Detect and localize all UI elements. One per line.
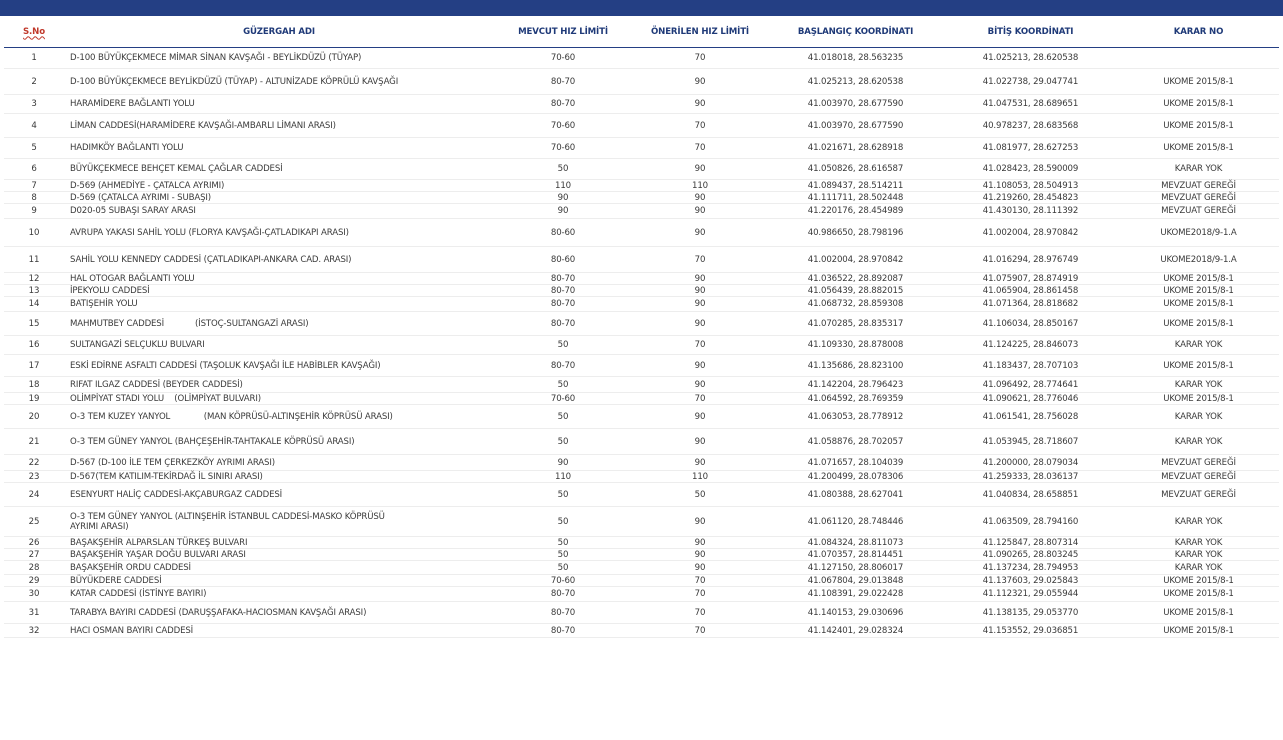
end-coordinate-cell: 41.016294, 28.976749 xyxy=(943,247,1118,273)
decision-no-cell: MEVZUAT GEREĞİ xyxy=(1118,471,1279,483)
decision-no-cell: UKOME 2015/8-1 xyxy=(1118,602,1279,624)
end-coordinate-cell: 41.112321, 29.055944 xyxy=(943,587,1118,602)
end-coordinate-cell: 41.025213, 28.620538 xyxy=(943,48,1118,69)
route-name-cell xyxy=(64,247,494,273)
decision-no-cell: UKOME 2015/8-1 xyxy=(1118,114,1279,138)
route-name-cell xyxy=(64,297,494,312)
route-name-cell xyxy=(64,377,494,393)
table-row xyxy=(4,429,1279,455)
end-coordinate-cell: 41.259333, 28.036137 xyxy=(943,471,1118,483)
start-coordinate-cell: 41.089437, 28.514211 xyxy=(768,180,943,192)
route-name-text: MAHMUTBEY CADDESİ (İSTOÇ-SULTANGAZİ ARASI) xyxy=(70,318,309,329)
route-name-text: D-100 BÜYÜKÇEKMECE BEYLİKDÜZÜ (TÜYAP) - ALTUNİZADE KÖPRÜLÜ KAVŞAĞI xyxy=(70,76,399,87)
route-name-cell xyxy=(64,273,494,285)
route-name-cell xyxy=(64,204,494,219)
speed-limit-table xyxy=(4,16,1279,638)
route-name-text: TARABYA BAYIRI CADDESİ (DARUŞŞAFAKA-HACIOSMAN KAVŞAĞI ARASI) xyxy=(70,607,367,618)
start-coordinate-cell: 41.220176, 28.454989 xyxy=(768,204,943,219)
table-row xyxy=(4,48,1279,69)
decision-no-cell: MEVZUAT GEREĞİ xyxy=(1118,483,1279,507)
proposed-limit-cell: 90 xyxy=(632,537,768,549)
start-coordinate-cell: 41.021671, 28.628918 xyxy=(768,138,943,159)
current-limit-cell: 80-70 xyxy=(494,273,632,285)
end-coordinate-cell: 41.090265, 28.803245 xyxy=(943,549,1118,561)
start-coordinate-cell: 41.084324, 28.811073 xyxy=(768,537,943,549)
proposed-limit-cell: 90 xyxy=(632,297,768,312)
table-row xyxy=(4,471,1279,483)
row-number-cell: 30 xyxy=(4,587,64,602)
table-row xyxy=(4,114,1279,138)
end-coordinate-cell: 41.125847, 28.807314 xyxy=(943,537,1118,549)
decision-no-cell: KARAR YOK xyxy=(1118,377,1279,393)
row-number-cell: 31 xyxy=(4,602,64,624)
end-coordinate-cell: 41.108053, 28.504913 xyxy=(943,180,1118,192)
current-limit-cell: 50 xyxy=(494,483,632,507)
proposed-limit-cell: 90 xyxy=(632,285,768,297)
route-name-text: OLİMPİYAT STADI YOLU (OLİMPİYAT BULVARI) xyxy=(70,393,261,404)
current-limit-cell: 50 xyxy=(494,405,632,429)
table-row xyxy=(4,561,1279,575)
table-row xyxy=(4,159,1279,180)
proposed-limit-cell: 70 xyxy=(632,247,768,273)
row-number-cell: 29 xyxy=(4,575,64,587)
decision-no-cell: KARAR YOK xyxy=(1118,429,1279,455)
current-limit-cell: 70-60 xyxy=(494,575,632,587)
route-name-cell xyxy=(64,95,494,114)
route-name-text: ESENYURT HALİÇ CADDESİ-AKÇABURGAZ CADDESİ xyxy=(70,489,283,500)
end-coordinate-cell: 41.028423, 28.590009 xyxy=(943,159,1118,180)
decision-no-cell: UKOME 2015/8-1 xyxy=(1118,285,1279,297)
start-coordinate-cell: 40.986650, 28.798196 xyxy=(768,219,943,247)
end-coordinate-cell: 41.124225, 28.846073 xyxy=(943,336,1118,355)
row-number-cell: 16 xyxy=(4,336,64,355)
decision-no-cell: UKOME2018/9-1.A xyxy=(1118,247,1279,273)
end-coordinate-cell: 41.061541, 28.756028 xyxy=(943,405,1118,429)
start-coordinate-cell: 41.080388, 28.627041 xyxy=(768,483,943,507)
end-coordinate-cell: 41.022738, 29.047741 xyxy=(943,69,1118,95)
current-limit-cell: 50 xyxy=(494,549,632,561)
end-coordinate-cell: 41.002004, 28.970842 xyxy=(943,219,1118,247)
start-coordinate-cell: 41.068732, 28.859308 xyxy=(768,297,943,312)
route-name-text: HARAMİDERE BAĞLANTI YOLU xyxy=(70,99,195,109)
decision-no-cell: UKOME 2015/8-1 xyxy=(1118,297,1279,312)
start-coordinate-cell: 41.018018, 28.563235 xyxy=(768,48,943,69)
proposed-limit-cell: 110 xyxy=(632,180,768,192)
decision-no-cell: KARAR YOK xyxy=(1118,336,1279,355)
route-name-text: AVRUPA YAKASI SAHİL YOLU (FLORYA KAVŞAĞI-ÇATLADIKAPI ARASI) xyxy=(70,227,349,238)
proposed-limit-cell: 70 xyxy=(632,602,768,624)
table-row xyxy=(4,95,1279,114)
route-name-cell xyxy=(64,549,494,561)
row-number-cell: 8 xyxy=(4,192,64,204)
route-name-cell xyxy=(64,575,494,587)
decision-no-cell: UKOME 2015/8-1 xyxy=(1118,575,1279,587)
current-limit-cell: 90 xyxy=(494,192,632,204)
route-name-text: O-3 TEM KUZEY YANYOL (MAN KÖPRÜSÜ-ALTINŞEHİR KÖPRÜSÜ ARASI) xyxy=(70,411,393,422)
current-limit-cell: 50 xyxy=(494,159,632,180)
current-limit-cell: 90 xyxy=(494,204,632,219)
row-number-cell: 17 xyxy=(4,355,64,377)
row-number-cell: 13 xyxy=(4,285,64,297)
route-name-text: BÜYÜKÇEKMECE BEHÇET KEMAL ÇAĞLAR CADDESİ xyxy=(70,164,283,174)
route-name-cell xyxy=(64,471,494,483)
start-coordinate-cell: 41.200499, 28.078306 xyxy=(768,471,943,483)
proposed-limit-cell: 90 xyxy=(632,561,768,575)
current-limit-cell: 50 xyxy=(494,561,632,575)
end-coordinate-cell: 41.040834, 28.658851 xyxy=(943,483,1118,507)
route-name-cell xyxy=(64,455,494,471)
current-limit-cell: 70-60 xyxy=(494,393,632,405)
proposed-limit-cell: 110 xyxy=(632,471,768,483)
row-number-cell: 11 xyxy=(4,247,64,273)
current-limit-cell: 80-70 xyxy=(494,297,632,312)
current-limit-cell: 80-70 xyxy=(494,95,632,114)
route-name-text: BATIŞEHİR YOLU xyxy=(70,299,138,309)
decision-no-cell: UKOME 2015/8-1 xyxy=(1118,587,1279,602)
row-number-cell: 5 xyxy=(4,138,64,159)
decision-no-cell: UKOME 2015/8-1 xyxy=(1118,69,1279,95)
table-row xyxy=(4,69,1279,95)
route-name-text: D-569 (AHMEDİYE - ÇATALCA AYRIMI) xyxy=(70,180,225,191)
decision-no-cell: MEVZUAT GEREĞİ xyxy=(1118,192,1279,204)
header-sno: S.No xyxy=(4,16,64,48)
decision-no-cell: KARAR YOK xyxy=(1118,159,1279,180)
route-name-cell xyxy=(64,429,494,455)
table-row xyxy=(4,355,1279,377)
route-name-text: ESKİ EDİRNE ASFALTI CADDESİ (TAŞOLUK KAVŞAĞI İLE HABİBLER KAVŞAĞI) xyxy=(70,360,381,371)
start-coordinate-cell: 41.067804, 29.013848 xyxy=(768,575,943,587)
route-name-cell xyxy=(64,114,494,138)
proposed-limit-cell: 90 xyxy=(632,273,768,285)
proposed-limit-cell: 90 xyxy=(632,405,768,429)
table-row xyxy=(4,602,1279,624)
route-name-cell xyxy=(64,355,494,377)
proposed-limit-cell: 90 xyxy=(632,95,768,114)
row-number-cell: 27 xyxy=(4,549,64,561)
table-row xyxy=(4,204,1279,219)
route-name-text: D-569 (ÇATALCA AYRIMI - SUBAŞI) xyxy=(70,192,211,203)
current-limit-cell: 50 xyxy=(494,429,632,455)
end-coordinate-cell: 41.063509, 28.794160 xyxy=(943,507,1118,537)
table-row xyxy=(4,483,1279,507)
decision-no-cell: KARAR YOK xyxy=(1118,561,1279,575)
row-number-cell: 24 xyxy=(4,483,64,507)
end-coordinate-cell: 41.047531, 28.689651 xyxy=(943,95,1118,114)
route-name-text: HAL OTOGAR BAĞLANTI YOLU xyxy=(70,273,195,284)
table-header-row xyxy=(4,16,1279,48)
end-coordinate-cell: 41.219260, 28.454823 xyxy=(943,192,1118,204)
route-name-cell xyxy=(64,180,494,192)
end-coordinate-cell: 41.183437, 28.707103 xyxy=(943,355,1118,377)
proposed-limit-cell: 70 xyxy=(632,336,768,355)
decision-no-cell: KARAR YOK xyxy=(1118,549,1279,561)
proposed-limit-cell: 90 xyxy=(632,377,768,393)
end-coordinate-cell: 41.053945, 28.718607 xyxy=(943,429,1118,455)
current-limit-cell: 50 xyxy=(494,537,632,549)
route-name-cell xyxy=(64,507,494,537)
route-name-text: D-567(TEM KATILIM-TEKİRDAĞ İL SINIRI ARASI) xyxy=(70,471,263,482)
current-limit-cell: 90 xyxy=(494,455,632,471)
route-name-text: D-567 (D-100 İLE TEM ÇERKEZKÖY AYRIMI ARASI) xyxy=(70,457,275,468)
current-limit-cell: 50 xyxy=(494,507,632,537)
row-number-cell: 25 xyxy=(4,507,64,537)
row-number-cell: 22 xyxy=(4,455,64,471)
start-coordinate-cell: 41.142204, 28.796423 xyxy=(768,377,943,393)
decision-no-cell: UKOME 2015/8-1 xyxy=(1118,355,1279,377)
route-name-cell xyxy=(64,312,494,336)
start-coordinate-cell: 41.025213, 28.620538 xyxy=(768,69,943,95)
start-coordinate-cell: 41.061120, 28.748446 xyxy=(768,507,943,537)
current-limit-cell: 50 xyxy=(494,377,632,393)
start-coordinate-cell: 41.070285, 28.835317 xyxy=(768,312,943,336)
proposed-limit-cell: 90 xyxy=(632,549,768,561)
proposed-limit-cell: 90 xyxy=(632,192,768,204)
route-name-text: BAŞAKŞEHİR ORDU CADDESİ xyxy=(70,562,191,573)
row-number-cell: 26 xyxy=(4,537,64,549)
row-number-cell: 28 xyxy=(4,561,64,575)
route-name-cell xyxy=(64,138,494,159)
decision-no-cell xyxy=(1118,48,1279,69)
current-limit-cell: 80-70 xyxy=(494,69,632,95)
start-coordinate-cell: 41.135686, 28.823100 xyxy=(768,355,943,377)
decision-no-cell: UKOME 2015/8-1 xyxy=(1118,95,1279,114)
end-coordinate-cell: 41.090621, 28.776046 xyxy=(943,393,1118,405)
table-row xyxy=(4,285,1279,297)
start-coordinate-cell: 41.109330, 28.878008 xyxy=(768,336,943,355)
table-row xyxy=(4,336,1279,355)
current-limit-cell: 80-70 xyxy=(494,312,632,336)
row-number-cell: 6 xyxy=(4,159,64,180)
route-name-cell xyxy=(64,393,494,405)
proposed-limit-cell: 90 xyxy=(632,204,768,219)
proposed-limit-cell: 50 xyxy=(632,483,768,507)
route-name-cell xyxy=(64,192,494,204)
end-coordinate-cell: 41.065904, 28.861458 xyxy=(943,285,1118,297)
end-coordinate-cell: 41.430130, 28.111392 xyxy=(943,204,1118,219)
end-coordinate-cell: 41.138135, 29.053770 xyxy=(943,602,1118,624)
decision-no-cell: KARAR YOK xyxy=(1118,537,1279,549)
table-row xyxy=(4,247,1279,273)
end-coordinate-cell: 41.071364, 28.818682 xyxy=(943,297,1118,312)
start-coordinate-cell: 41.056439, 28.882015 xyxy=(768,285,943,297)
current-limit-cell: 80-70 xyxy=(494,587,632,602)
proposed-limit-cell: 90 xyxy=(632,159,768,180)
proposed-limit-cell: 90 xyxy=(632,507,768,537)
header-route-name: GÜZERGAH ADI xyxy=(64,16,494,48)
current-limit-cell: 110 xyxy=(494,180,632,192)
table-row xyxy=(4,192,1279,204)
current-limit-cell: 50 xyxy=(494,336,632,355)
route-name-text: İPEKYOLU CADDESİ xyxy=(70,285,150,296)
route-name-text: BAŞAKŞEHİR ALPARSLAN TÜRKEŞ BULVARI xyxy=(70,537,248,548)
route-name-cell xyxy=(64,537,494,549)
decision-no-cell: MEVZUAT GEREĞİ xyxy=(1118,180,1279,192)
proposed-limit-cell: 70 xyxy=(632,138,768,159)
row-number-cell: 20 xyxy=(4,405,64,429)
end-coordinate-cell: 40.978237, 28.683568 xyxy=(943,114,1118,138)
route-name-cell xyxy=(64,69,494,95)
route-name-text: O-3 TEM GÜNEY YANYOL (ALTINŞEHİR İSTANBUL CADDESİ-MASKO KÖPRÜSÜ xyxy=(70,511,385,522)
route-name-text: D-100 BÜYÜKÇEKMECE MİMAR SİNAN KAVŞAĞI - BEYLİKDÜZÜ (TÜYAP) xyxy=(70,53,362,63)
table-row xyxy=(4,180,1279,192)
route-name-continuation: AYRIMI ARASI) xyxy=(70,521,129,532)
start-coordinate-cell: 41.058876, 28.702057 xyxy=(768,429,943,455)
current-limit-cell: 80-60 xyxy=(494,247,632,273)
row-number-cell: 2 xyxy=(4,69,64,95)
route-name-text: HADIMKÖY BAĞLANTI YOLU xyxy=(70,143,184,153)
start-coordinate-cell: 41.142401, 29.028324 xyxy=(768,624,943,638)
end-coordinate-cell: 41.200000, 28.079034 xyxy=(943,455,1118,471)
route-name-cell xyxy=(64,219,494,247)
header-bar xyxy=(0,0,1283,16)
route-name-cell xyxy=(64,405,494,429)
decision-no-cell: UKOME 2015/8-1 xyxy=(1118,393,1279,405)
row-number-cell: 12 xyxy=(4,273,64,285)
end-coordinate-cell: 41.106034, 28.850167 xyxy=(943,312,1118,336)
table-row xyxy=(4,405,1279,429)
current-limit-cell: 80-60 xyxy=(494,219,632,247)
route-name-cell xyxy=(64,624,494,638)
route-name-cell xyxy=(64,285,494,297)
table-row xyxy=(4,624,1279,638)
route-name-cell xyxy=(64,587,494,602)
route-name-text: D020-05 SUBAŞI SARAY ARASI xyxy=(70,206,196,216)
current-limit-cell: 80-70 xyxy=(494,355,632,377)
table-row xyxy=(4,507,1279,537)
table-row xyxy=(4,273,1279,285)
start-coordinate-cell: 41.111711, 28.502448 xyxy=(768,192,943,204)
row-number-cell: 23 xyxy=(4,471,64,483)
row-number-cell: 10 xyxy=(4,219,64,247)
route-name-text: RIFAT ILGAZ CADDESİ (BEYDER CADDESİ) xyxy=(70,379,243,390)
decision-no-cell: MEVZUAT GEREĞİ xyxy=(1118,204,1279,219)
decision-no-cell: MEVZUAT GEREĞİ xyxy=(1118,455,1279,471)
table-row xyxy=(4,393,1279,405)
table-row xyxy=(4,377,1279,393)
table-row xyxy=(4,138,1279,159)
current-limit-cell: 110 xyxy=(494,471,632,483)
table-row xyxy=(4,537,1279,549)
route-name-text: LİMAN CADDESİ(HARAMİDERE KAVŞAĞI-AMBARLI LİMANI ARASI) xyxy=(70,120,336,131)
current-limit-cell: 80-70 xyxy=(494,602,632,624)
row-number-cell: 14 xyxy=(4,297,64,312)
row-number-cell: 1 xyxy=(4,48,64,69)
row-number-cell: 21 xyxy=(4,429,64,455)
start-coordinate-cell: 41.070357, 28.814451 xyxy=(768,549,943,561)
start-coordinate-cell: 41.108391, 29.022428 xyxy=(768,587,943,602)
header-current-limit: MEVCUT HIZ LİMİTİ xyxy=(494,16,632,48)
decision-no-cell: UKOME 2015/8-1 xyxy=(1118,624,1279,638)
start-coordinate-cell: 41.071657, 28.104039 xyxy=(768,455,943,471)
current-limit-cell: 70-60 xyxy=(494,138,632,159)
start-coordinate-cell: 41.036522, 28.892087 xyxy=(768,273,943,285)
proposed-limit-cell: 90 xyxy=(632,69,768,95)
proposed-limit-cell: 70 xyxy=(632,114,768,138)
route-name-cell xyxy=(64,561,494,575)
start-coordinate-cell: 41.064592, 28.769359 xyxy=(768,393,943,405)
route-name-cell xyxy=(64,336,494,355)
table-row xyxy=(4,575,1279,587)
start-coordinate-cell: 41.063053, 28.778912 xyxy=(768,405,943,429)
start-coordinate-cell: 41.050826, 28.616587 xyxy=(768,159,943,180)
table-row xyxy=(4,297,1279,312)
table-row xyxy=(4,587,1279,602)
current-limit-cell: 80-70 xyxy=(494,624,632,638)
decision-no-cell: UKOME 2015/8-1 xyxy=(1118,312,1279,336)
proposed-limit-cell: 90 xyxy=(632,219,768,247)
row-number-cell: 18 xyxy=(4,377,64,393)
proposed-limit-cell: 90 xyxy=(632,312,768,336)
row-number-cell: 3 xyxy=(4,95,64,114)
row-number-cell: 4 xyxy=(4,114,64,138)
route-name-cell xyxy=(64,483,494,507)
row-number-cell: 15 xyxy=(4,312,64,336)
route-name-cell xyxy=(64,48,494,69)
end-coordinate-cell: 41.153552, 29.036851 xyxy=(943,624,1118,638)
route-name-text: HACI OSMAN BAYIRI CADDESİ xyxy=(70,625,194,636)
header-decision-no: KARAR NO xyxy=(1118,16,1279,48)
table-row xyxy=(4,312,1279,336)
header-start-coordinate: BAŞLANGIÇ KOORDİNATI xyxy=(768,16,943,48)
current-limit-cell: 80-70 xyxy=(494,285,632,297)
route-name-cell xyxy=(64,159,494,180)
table-row xyxy=(4,549,1279,561)
current-limit-cell: 70-60 xyxy=(494,48,632,69)
header-end-coordinate: BİTİŞ KOORDİNATI xyxy=(943,16,1118,48)
route-name-text: KATAR CADDESİ (İSTİNYE BAYIRI) xyxy=(70,589,207,599)
table-row xyxy=(4,219,1279,247)
decision-no-cell: KARAR YOK xyxy=(1118,405,1279,429)
decision-no-cell: UKOME 2015/8-1 xyxy=(1118,138,1279,159)
end-coordinate-cell: 41.081977, 28.627253 xyxy=(943,138,1118,159)
proposed-limit-cell: 70 xyxy=(632,48,768,69)
decision-no-cell: UKOME2018/9-1.A xyxy=(1118,219,1279,247)
proposed-limit-cell: 70 xyxy=(632,587,768,602)
end-coordinate-cell: 41.137234, 28.794953 xyxy=(943,561,1118,575)
proposed-limit-cell: 90 xyxy=(632,455,768,471)
decision-no-cell: UKOME 2015/8-1 xyxy=(1118,273,1279,285)
start-coordinate-cell: 41.003970, 28.677590 xyxy=(768,114,943,138)
proposed-limit-cell: 70 xyxy=(632,624,768,638)
header-proposed-limit: ÖNERİLEN HIZ LİMİTİ xyxy=(632,16,768,48)
route-name-text: O-3 TEM GÜNEY YANYOL (BAHÇEŞEHİR-TAHTAKALE KÖPRÜSÜ ARASI) xyxy=(70,436,355,447)
route-name-text: BÜYÜKDERE CADDESİ xyxy=(70,575,162,586)
proposed-limit-cell: 90 xyxy=(632,355,768,377)
row-number-cell: 32 xyxy=(4,624,64,638)
proposed-limit-cell: 70 xyxy=(632,575,768,587)
start-coordinate-cell: 41.140153, 29.030696 xyxy=(768,602,943,624)
proposed-limit-cell: 90 xyxy=(632,429,768,455)
start-coordinate-cell: 41.003970, 28.677590 xyxy=(768,95,943,114)
row-number-cell: 19 xyxy=(4,393,64,405)
route-name-text: SULTANGAZİ SELÇUKLU BULVARI xyxy=(70,340,205,350)
current-limit-cell: 70-60 xyxy=(494,114,632,138)
row-number-cell: 9 xyxy=(4,204,64,219)
start-coordinate-cell: 41.002004, 28.970842 xyxy=(768,247,943,273)
proposed-limit-cell: 70 xyxy=(632,393,768,405)
end-coordinate-cell: 41.075907, 28.874919 xyxy=(943,273,1118,285)
decision-no-cell: KARAR YOK xyxy=(1118,507,1279,537)
end-coordinate-cell: 41.096492, 28.774641 xyxy=(943,377,1118,393)
route-name-text: SAHİL YOLU KENNEDY CADDESİ (ÇATLADIKAPI-ANKARA CAD. ARASI) xyxy=(70,254,352,265)
route-name-cell xyxy=(64,602,494,624)
table-row xyxy=(4,455,1279,471)
start-coordinate-cell: 41.127150, 28.806017 xyxy=(768,561,943,575)
end-coordinate-cell: 41.137603, 29.025843 xyxy=(943,575,1118,587)
route-name-text: BAŞAKŞEHİR YAŞAR DOĞU BULVARI ARASI xyxy=(70,549,246,560)
row-number-cell: 7 xyxy=(4,180,64,192)
